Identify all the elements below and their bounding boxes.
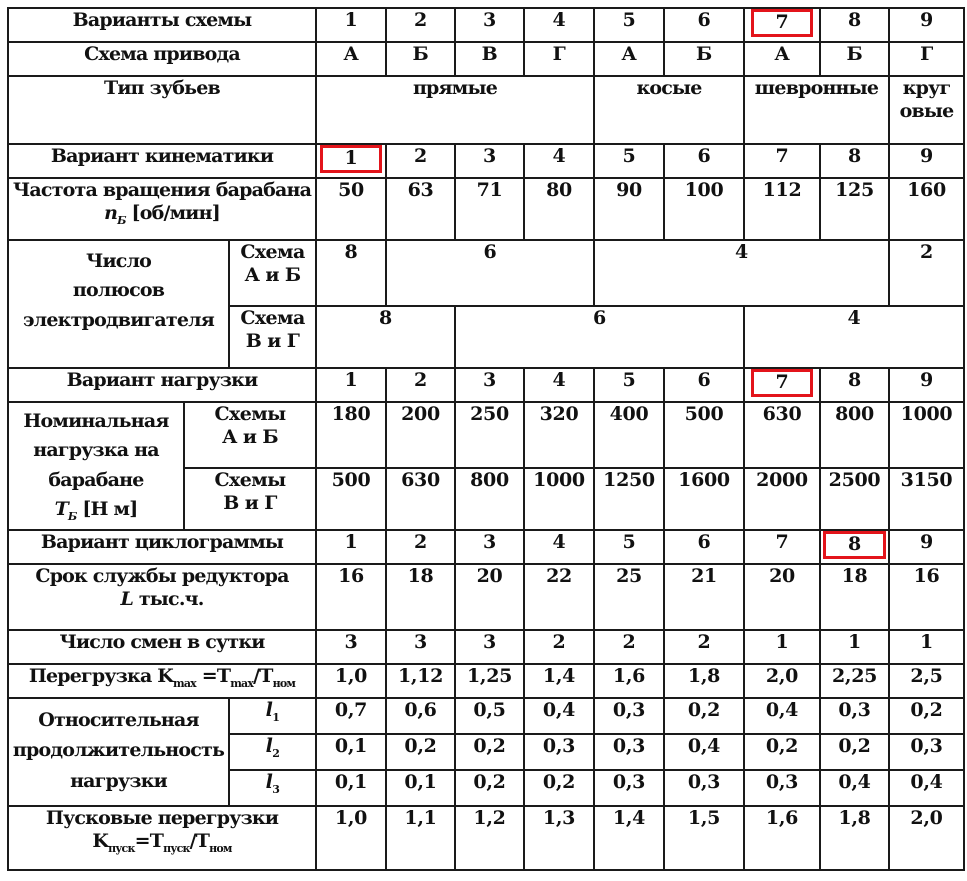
drive-cell: А	[744, 42, 820, 76]
row-teeth	[8, 76, 964, 144]
cyclogram-cell: 7	[744, 530, 820, 564]
nominal-vg-cell: 1000	[524, 468, 594, 530]
poles-vg-label-line2: В и Г	[245, 329, 300, 352]
unit: тыс.ч.	[138, 587, 204, 610]
shifts-label: Число смен в сутки	[8, 630, 316, 664]
l1-cell: 0,2	[664, 698, 744, 734]
teeth-circular	[889, 76, 964, 144]
row-schemes	[8, 8, 964, 42]
overload-end: /T	[253, 665, 273, 687]
l3-cell: 0,4	[820, 770, 889, 806]
row-kinematics	[8, 144, 964, 178]
start-cell: 1,4	[594, 806, 664, 870]
scheme-cell: 4	[524, 8, 594, 42]
start-cell: 1,5	[664, 806, 744, 870]
drive-cell: А	[594, 42, 664, 76]
overload-cell: 1,0	[316, 664, 386, 698]
nominal-vg-line2: В и Г	[223, 491, 277, 514]
schemes-label: Варианты схемы	[8, 8, 316, 42]
overload-label	[8, 664, 316, 698]
symbol-l: L	[120, 587, 133, 610]
shifts-cell: 1	[820, 630, 889, 664]
overload-cell: 2,25	[820, 664, 889, 698]
l3-cell: 0,3	[664, 770, 744, 806]
l2-cell: 0,3	[594, 734, 664, 770]
nominal-load-line4	[9, 495, 183, 525]
duration-line1: Относительная	[38, 709, 199, 731]
l-sub: 1	[272, 710, 280, 724]
symbol-sub: Б	[117, 213, 126, 227]
l1-cell: 0,4	[744, 698, 820, 734]
nominal-ab-line2: А и Б	[221, 425, 279, 448]
shifts-cell: 3	[316, 630, 386, 664]
nominal-ab-cell: 180	[316, 402, 386, 468]
poles-ab-cell: 8	[316, 240, 386, 306]
nominal-ab-line1: Схемы	[214, 403, 286, 425]
start-overload-line2	[9, 830, 315, 855]
row-shifts	[8, 630, 964, 664]
load-cell: 4	[524, 368, 594, 402]
life-cell: 16	[889, 564, 964, 630]
variants-table	[7, 7, 965, 871]
drive-cell: Б	[820, 42, 889, 76]
cyclogram-cell: 2	[386, 530, 455, 564]
l2-label	[229, 734, 316, 770]
l3-cell: 0,3	[744, 770, 820, 806]
l1-cell: 0,5	[455, 698, 524, 734]
kinematics-cell: 5	[594, 144, 664, 178]
kinematics-cell: 9	[889, 144, 964, 178]
nominal-ab-cell: 1000	[889, 402, 964, 468]
start-mid: =T	[134, 829, 164, 852]
l3-cell: 0,2	[524, 770, 594, 806]
poles-vg-cell: 6	[455, 306, 744, 368]
l3-cell: 0,1	[316, 770, 386, 806]
start-sub3: ном	[209, 841, 232, 855]
load-cell: 5	[594, 368, 664, 402]
nominal-ab-cell: 250	[455, 402, 524, 468]
scheme-cell: 5	[594, 8, 664, 42]
row-load	[8, 368, 964, 402]
l-symbol: l	[265, 699, 273, 721]
nominal-ab-cell: 200	[386, 402, 455, 468]
speed-cell: 90	[594, 178, 664, 240]
l1-cell: 0,3	[820, 698, 889, 734]
kinematics-cell-highlighted	[316, 144, 386, 178]
row-poles-ab	[8, 240, 964, 306]
overload-cell: 2,0	[744, 664, 820, 698]
load-cell: 6	[664, 368, 744, 402]
load-cell-highlighted	[744, 368, 820, 402]
nominal-vg-cell: 1600	[664, 468, 744, 530]
row-start-overload	[8, 806, 964, 870]
service-life-label	[8, 564, 316, 630]
nominal-vg-line1: Схемы	[214, 469, 286, 491]
cyclogram-cell-highlighted	[820, 530, 889, 564]
l1-cell: 0,4	[524, 698, 594, 734]
poles-ab-cell: 2	[889, 240, 964, 306]
poles-vg-label-line1: Схема	[240, 307, 305, 329]
start-cell: 1,6	[744, 806, 820, 870]
start-cell: 1,0	[316, 806, 386, 870]
l2-cell: 0,2	[744, 734, 820, 770]
nominal-ab-cell: 500	[664, 402, 744, 468]
l2-cell: 0,3	[524, 734, 594, 770]
drive-cell: Б	[386, 42, 455, 76]
start-cell: 1,3	[524, 806, 594, 870]
service-life-line1: Срок службы редуктора	[35, 565, 289, 587]
drive-cell: А	[316, 42, 386, 76]
shifts-cell: 2	[524, 630, 594, 664]
nominal-ab-cell: 800	[820, 402, 889, 468]
l-symbol: l	[265, 771, 273, 793]
load-cell: 9	[889, 368, 964, 402]
poles-label-line3: электродвигателя	[23, 308, 214, 331]
l1-cell: 0,6	[386, 698, 455, 734]
symbol-sub: Б	[67, 510, 77, 524]
l1-cell: 0,3	[594, 698, 664, 734]
scheme-cell: 6	[664, 8, 744, 42]
start-end: /T	[189, 829, 210, 852]
nominal-ab-cell: 320	[524, 402, 594, 468]
overload-cell: 1,8	[664, 664, 744, 698]
l2-cell: 0,2	[386, 734, 455, 770]
shifts-cell: 1	[889, 630, 964, 664]
overload-sub2: max	[230, 676, 254, 690]
nominal-load-line1: Номинальная	[23, 410, 169, 432]
l1-label	[229, 698, 316, 734]
poles-label-line2: полюсов	[72, 279, 165, 302]
overload-sub3: ном	[272, 676, 296, 690]
start-cell: 2,0	[889, 806, 964, 870]
l1-cell: 0,2	[889, 698, 964, 734]
scheme-cell: 9	[889, 8, 964, 42]
service-life-line2	[9, 588, 315, 611]
l2-cell: 0,4	[664, 734, 744, 770]
row-service-life	[8, 564, 964, 630]
nominal-vg-cell: 2000	[744, 468, 820, 530]
nominal-load-line2: нагрузка на	[33, 439, 159, 462]
poles-ab-cell: 4	[594, 240, 889, 306]
l3-cell: 0,1	[386, 770, 455, 806]
nominal-vg-cell: 500	[316, 468, 386, 530]
highlight-box: 1	[320, 145, 383, 173]
row-cyclogram	[8, 530, 964, 564]
highlight-box: 7	[751, 369, 814, 397]
start-cell: 1,2	[455, 806, 524, 870]
overload-cell: 1,12	[386, 664, 455, 698]
l2-cell: 0,1	[316, 734, 386, 770]
kinematics-cell: 8	[820, 144, 889, 178]
overload-cell: 1,4	[524, 664, 594, 698]
l-symbol: l	[265, 735, 273, 757]
l3-cell: 0,3	[594, 770, 664, 806]
cyclogram-cell: 6	[664, 530, 744, 564]
speed-cell: 50	[316, 178, 386, 240]
speed-cell: 63	[386, 178, 455, 240]
nominal-vg-cell: 800	[455, 468, 524, 530]
symbol-n: n	[104, 201, 118, 224]
start-k: K	[92, 829, 109, 852]
load-label: Вариант нагрузки	[8, 368, 316, 402]
poles-vg-label	[229, 306, 316, 368]
speed-cell: 80	[524, 178, 594, 240]
nominal-ab-cell: 630	[744, 402, 820, 468]
nominal-vg-cell: 2500	[820, 468, 889, 530]
start-overload-line1: Пусковые перегрузки	[45, 807, 279, 829]
poles-label-line1: Число	[85, 250, 152, 272]
poles-vg-cell: 4	[744, 306, 964, 368]
load-cell: 2	[386, 368, 455, 402]
overload-cell: 1,25	[455, 664, 524, 698]
life-cell: 20	[744, 564, 820, 630]
poles-label	[8, 240, 229, 368]
poles-vg-cell: 8	[316, 306, 455, 368]
highlight-box: 8	[823, 531, 886, 559]
cyclogram-label: Вариант циклограммы	[8, 530, 316, 564]
l-sub: 3	[272, 782, 280, 796]
nominal-load-ab-label	[184, 402, 316, 468]
speed-cell: 71	[455, 178, 524, 240]
drive-scheme-label: Схема привода	[8, 42, 316, 76]
life-cell: 18	[386, 564, 455, 630]
l2-cell: 0,2	[455, 734, 524, 770]
speed-cell: 125	[820, 178, 889, 240]
teeth-helical: косые	[594, 76, 744, 144]
teeth-circular-line2: овые	[899, 99, 954, 122]
life-cell: 16	[316, 564, 386, 630]
life-cell: 25	[594, 564, 664, 630]
scheme-cell: 1	[316, 8, 386, 42]
duration-line2: продолжительность	[12, 739, 225, 762]
l-sub: 2	[272, 746, 280, 760]
life-cell: 22	[524, 564, 594, 630]
shifts-cell: 3	[386, 630, 455, 664]
teeth-label: Тип зубьев	[8, 76, 316, 144]
teeth-chevron: шевронные	[744, 76, 889, 144]
nominal-load-label	[8, 402, 184, 530]
overload-k: Перегрузка K	[28, 665, 173, 687]
row-drive-scheme	[8, 42, 964, 76]
load-cell: 8	[820, 368, 889, 402]
load-cell: 3	[455, 368, 524, 402]
shifts-cell: 3	[455, 630, 524, 664]
poles-ab-label-line2: А и Б	[244, 263, 301, 286]
l3-cell: 0,4	[889, 770, 964, 806]
scheme-cell-highlighted	[744, 8, 820, 42]
cyclogram-cell: 4	[524, 530, 594, 564]
duration-label	[8, 698, 229, 806]
kinematics-cell: 4	[524, 144, 594, 178]
nominal-vg-cell: 1250	[594, 468, 664, 530]
poles-ab-label	[229, 240, 316, 306]
shifts-cell: 2	[594, 630, 664, 664]
l1-cell: 0,7	[316, 698, 386, 734]
speed-cell: 100	[664, 178, 744, 240]
start-cell: 1,8	[820, 806, 889, 870]
kinematics-label: Вариант кинематики	[8, 144, 316, 178]
start-overload-label	[8, 806, 316, 870]
symbol-t: T	[54, 498, 68, 521]
drum-speed-label-line2	[9, 202, 315, 227]
drive-cell: В	[455, 42, 524, 76]
nominal-ab-cell: 400	[594, 402, 664, 468]
l3-label	[229, 770, 316, 806]
scheme-cell: 2	[386, 8, 455, 42]
drive-cell: Б	[664, 42, 744, 76]
row-drum-speed	[8, 178, 964, 240]
overload-cell: 2,5	[889, 664, 964, 698]
kinematics-cell: 7	[744, 144, 820, 178]
kinematics-cell: 6	[664, 144, 744, 178]
drum-speed-label	[8, 178, 316, 240]
l2-cell: 0,3	[889, 734, 964, 770]
speed-cell: 160	[889, 178, 964, 240]
nominal-load-vg-label	[184, 468, 316, 530]
kinematics-cell: 3	[455, 144, 524, 178]
scheme-cell: 8	[820, 8, 889, 42]
start-cell: 1,1	[386, 806, 455, 870]
row-overload	[8, 664, 964, 698]
cyclogram-cell: 5	[594, 530, 664, 564]
teeth-circular-line1: круг	[902, 77, 951, 99]
life-cell: 20	[455, 564, 524, 630]
overload-sub1: max	[173, 676, 196, 690]
load-cell: 1	[316, 368, 386, 402]
row-duration-l1	[8, 698, 964, 734]
highlight-box: 7	[751, 9, 814, 37]
speed-cell: 112	[744, 178, 820, 240]
l3-cell: 0,2	[455, 770, 524, 806]
drum-speed-label-line1: Частота вращения барабана	[12, 179, 312, 201]
poles-ab-cell: 6	[386, 240, 594, 306]
poles-ab-label-line1: Схема	[240, 241, 305, 263]
scheme-cell: 3	[455, 8, 524, 42]
row-nominal-load-ab	[8, 402, 964, 468]
start-sub1: пуск	[108, 841, 135, 855]
unit: [об/мин]	[131, 201, 220, 224]
nominal-vg-cell: 630	[386, 468, 455, 530]
cyclogram-cell: 1	[316, 530, 386, 564]
drive-cell: Г	[524, 42, 594, 76]
overload-mid: =T	[195, 665, 231, 687]
cyclogram-cell: 3	[455, 530, 524, 564]
drive-cell: Г	[889, 42, 964, 76]
nominal-load-line3: барабане	[48, 468, 144, 491]
unit: [Н м]	[82, 498, 138, 521]
start-sub2: пуск	[163, 841, 190, 855]
shifts-cell: 2	[664, 630, 744, 664]
nominal-vg-cell: 3150	[889, 468, 964, 530]
cyclogram-cell: 9	[889, 530, 964, 564]
overload-cell: 1,6	[594, 664, 664, 698]
shifts-cell: 1	[744, 630, 820, 664]
life-cell: 18	[820, 564, 889, 630]
life-cell: 21	[664, 564, 744, 630]
l2-cell: 0,2	[820, 734, 889, 770]
duration-line3: нагрузки	[70, 769, 167, 792]
kinematics-cell: 2	[386, 144, 455, 178]
teeth-straight: прямые	[316, 76, 594, 144]
